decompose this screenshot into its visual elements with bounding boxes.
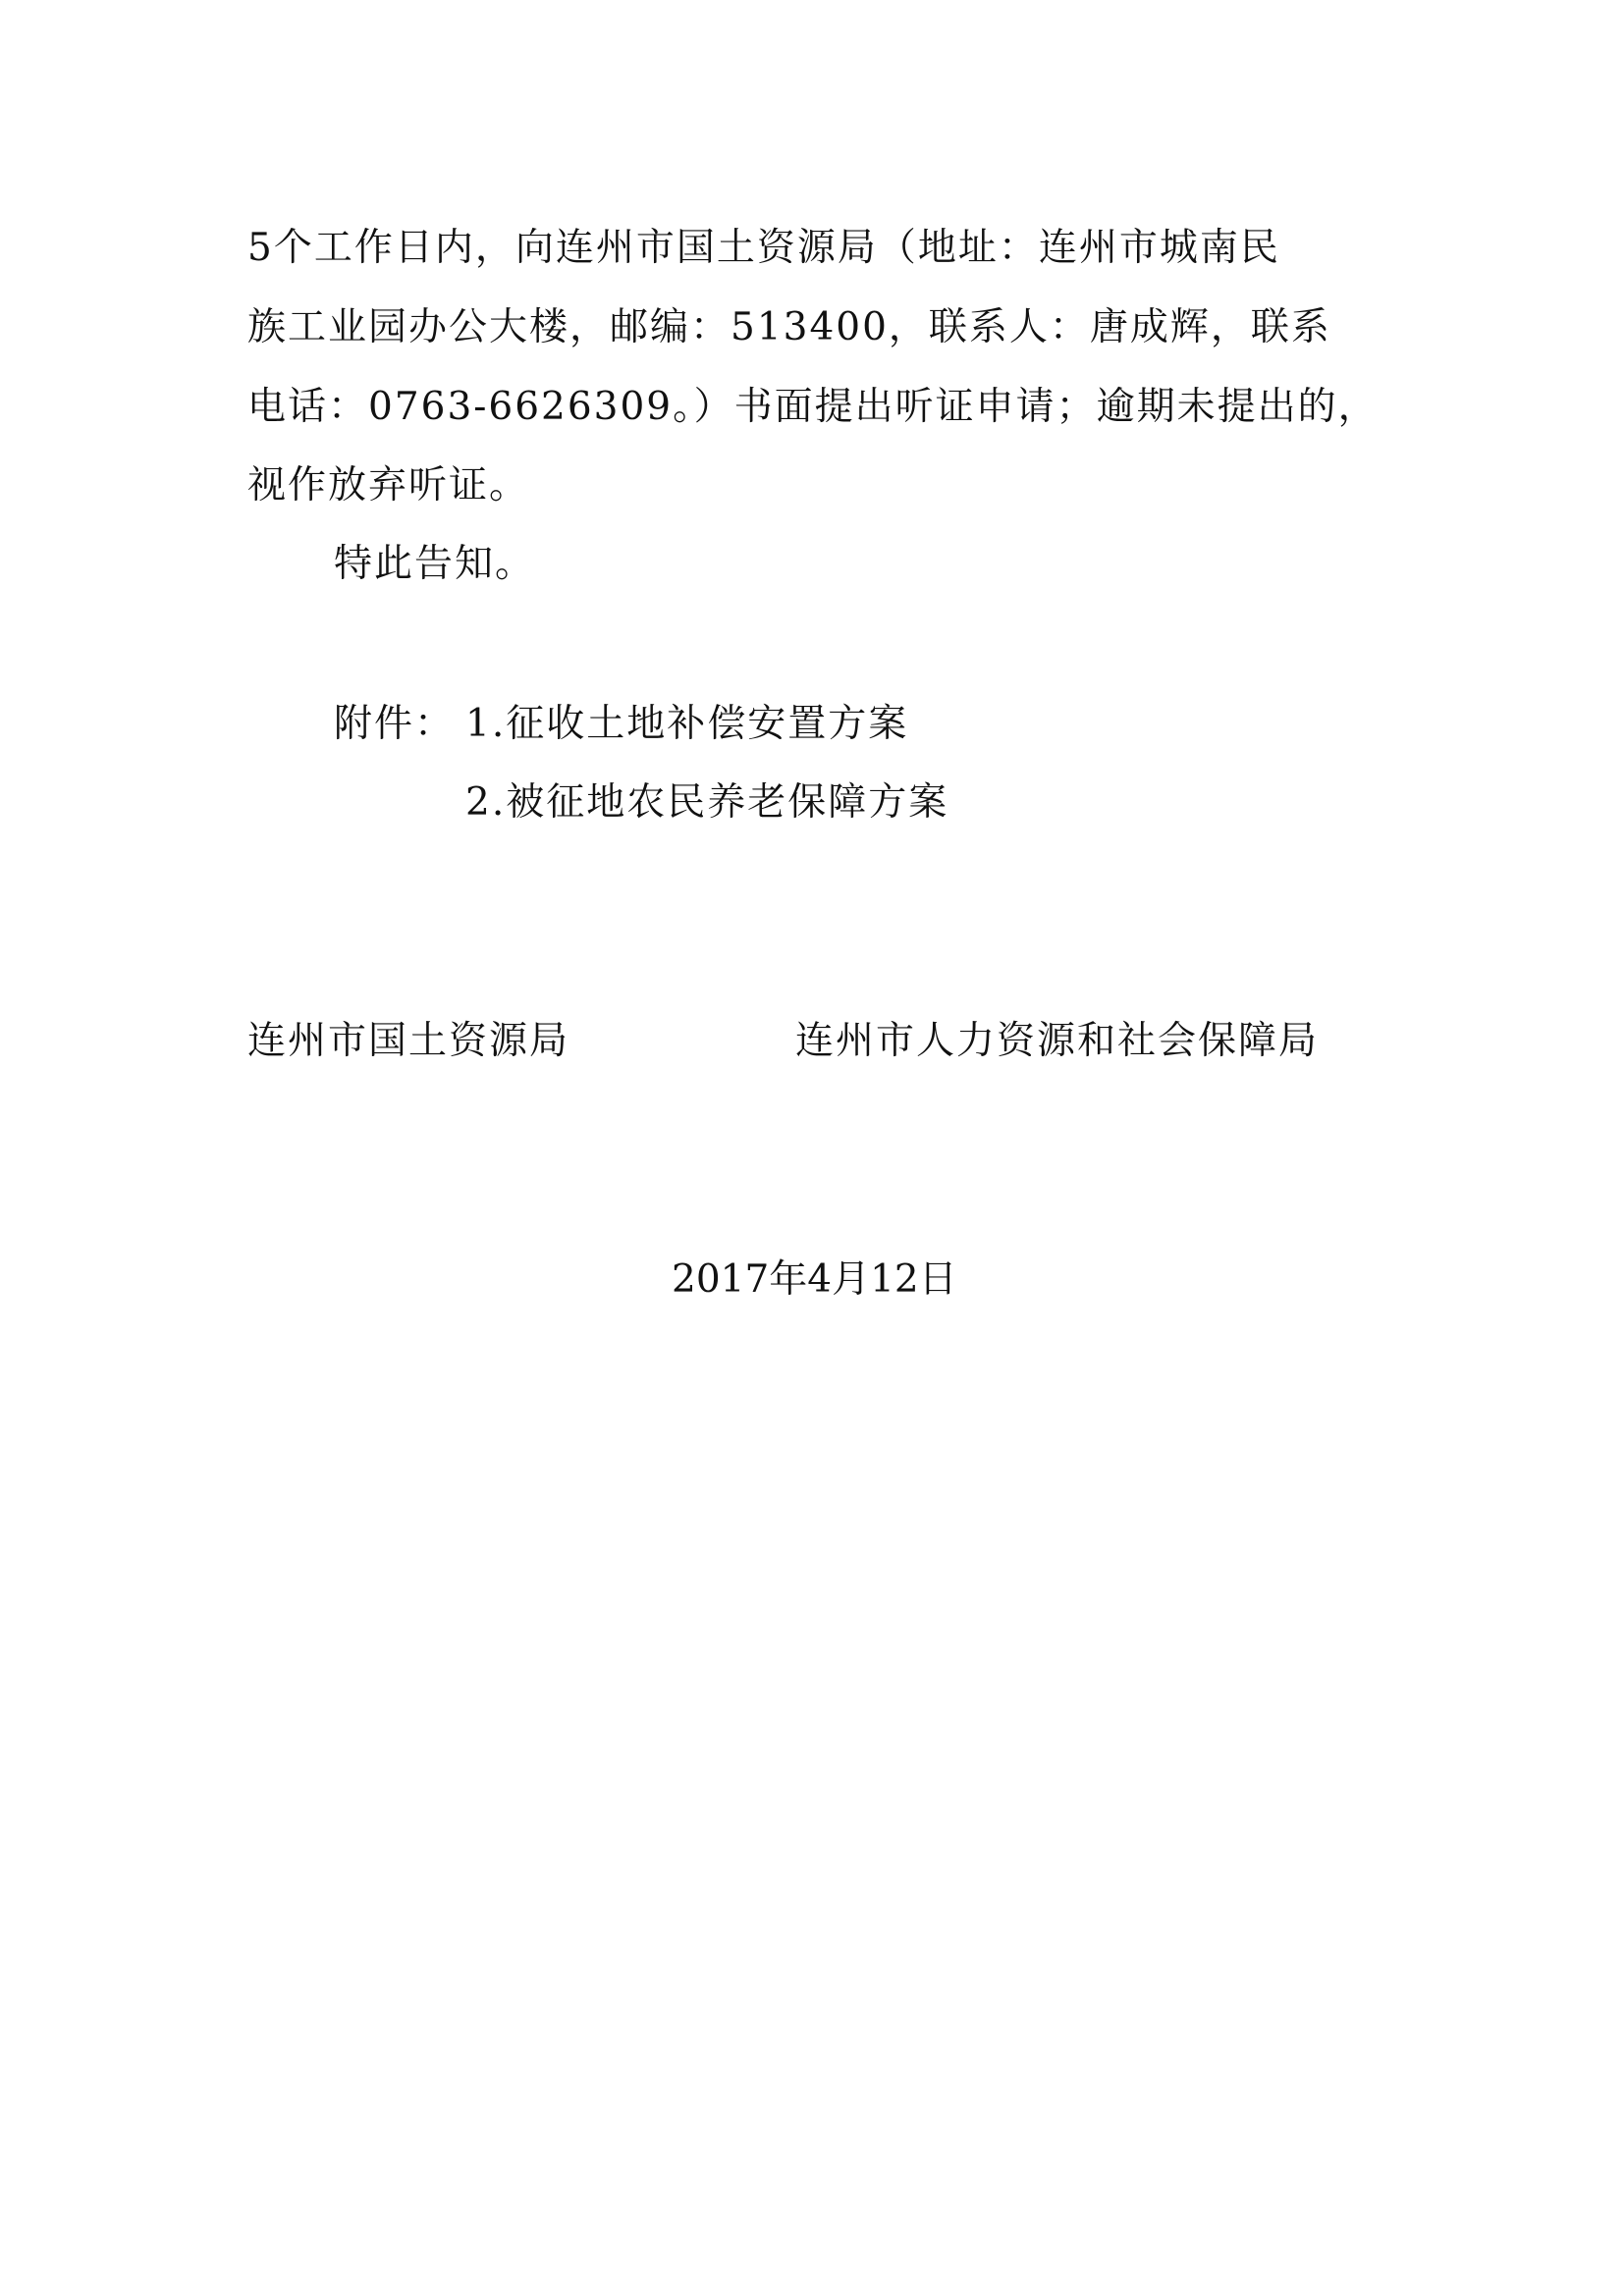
attachments-label: 附件： bbox=[334, 702, 456, 746]
paragraph-line-1: 5个工作日内，向连州市国土资源局（地址：连州市城南民 bbox=[247, 226, 1280, 270]
signature-human-resources-bureau: 连州市人力资源和社会保障局 bbox=[795, 1019, 1320, 1063]
paragraph-line-2: 族工业园办公大楼，邮编：513400，联系人：唐成辉，联系 bbox=[247, 305, 1331, 349]
signature-land-resources-bureau: 连州市国土资源局 bbox=[247, 1019, 570, 1063]
paragraph-line-4: 视作放弃听证。 bbox=[247, 463, 530, 507]
attachment-item-1: 1.征收土地补偿安置方案 bbox=[465, 702, 909, 746]
attachment-item-2: 2.被征地农民养老保障方案 bbox=[465, 780, 949, 825]
paragraph-line-3: 电话：0763-6626309。）书面提出听证申请；逾期未提出的， bbox=[247, 385, 1379, 429]
document-date: 2017年4月12日 bbox=[672, 1257, 957, 1302]
closing-statement: 特此告知。 bbox=[334, 542, 536, 586]
